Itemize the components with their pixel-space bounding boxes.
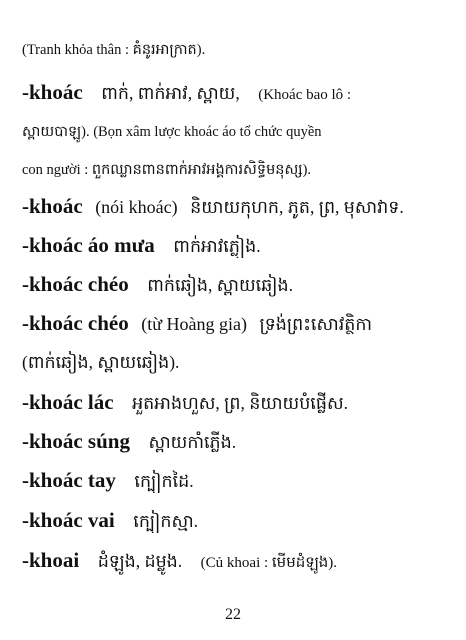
headword: -khoác tay — [22, 468, 116, 492]
usage-note: (từ Hoàng gia) — [141, 314, 247, 334]
entry-continuation-line — [22, 120, 450, 144]
headword: -khoác súng — [22, 429, 130, 453]
headword: -khoác vai — [22, 508, 115, 532]
entry-continuation-line — [22, 158, 450, 182]
headword: -khoác áo mưa — [22, 233, 155, 257]
khmer-definition: ដំឡូង, ដម្លូង. — [97, 551, 183, 571]
note-text: con người : ពួកឈ្លានពានពាក់អាវអង្គការសិទ្ធិមនុស្ស). — [22, 162, 312, 178]
usage-note: (nói khoác) — [95, 197, 178, 217]
khmer-definition: អួតអាងហួស, ព្រ, និយាយបំផ្លើស. — [132, 393, 349, 413]
headword: -khoác — [22, 194, 83, 218]
entry-khoac-tay — [22, 468, 450, 493]
headword: -khoai — [22, 548, 80, 572]
entry-continuation-line — [22, 350, 450, 374]
khmer-definition: និយាយកុហក, ភូត, ព្រ, មុសាវាទ. — [190, 197, 404, 217]
khmer-definition: ពាក់ឆៀង, ស្ពាយឆៀង. — [147, 275, 293, 295]
entry-khoac-ao-mua — [22, 233, 450, 258]
entry-khoac-sung — [22, 429, 450, 454]
entry-khoac — [22, 80, 450, 107]
entry-khoac-noi-khoac — [22, 194, 450, 219]
note-text: ស្ពាយបាឡូ). (Bọn xâm lược khoác áo tổ chức quyền — [22, 124, 322, 140]
headword: -khoác chéo — [22, 272, 129, 296]
entry-khoai — [22, 548, 450, 575]
entry-khoac-vai — [22, 508, 450, 533]
page-number: 22 — [225, 606, 241, 623]
khmer-definition: ពាក់អាវភ្លៀង. — [173, 236, 261, 256]
entry-continuation-line — [22, 38, 450, 62]
khmer-definition: ក្បៀកដៃ. — [134, 471, 194, 491]
khmer-definition: ពាក់, ពាក់អាវ, ស្ពាយ, — [101, 83, 240, 103]
headword: -khoác chéo — [22, 311, 129, 335]
headword: -khoác lác — [22, 390, 114, 414]
khmer-definition: ទ្រង់ព្រះសោវត្ថិកា — [259, 314, 373, 334]
entry-khoac-cheo-royal — [22, 311, 450, 336]
headword: -khoác — [22, 80, 83, 104]
khmer-definition: ស្ពាយកាំភ្លើង. — [148, 432, 237, 452]
note-text: (Tranh khỏa thân : គំនូរអាក្រាត). — [22, 42, 206, 58]
example-note: (Củ khoai : មើមដំឡូង). — [200, 555, 338, 571]
example-note: (Khoác bao lô : — [258, 87, 352, 103]
note-text: (ពាក់ឆៀង, ស្ពាយឆៀង). — [22, 352, 180, 372]
khmer-definition: ក្បៀកស្មា. — [133, 511, 199, 531]
entry-khoac-cheo — [22, 272, 450, 297]
entry-khoac-lac — [22, 390, 450, 415]
